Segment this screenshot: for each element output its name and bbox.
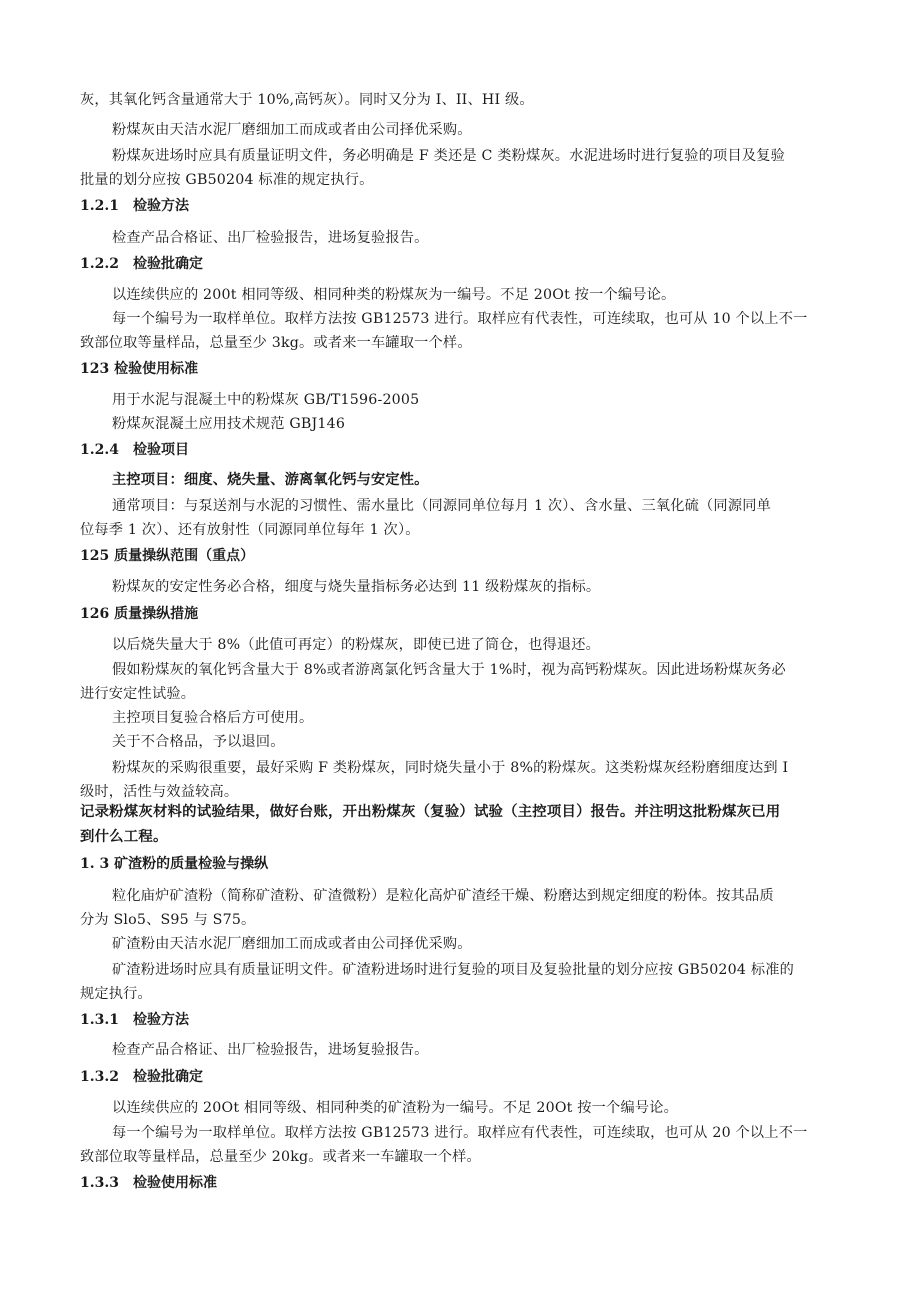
paragraph-slag-def-a: 粒化庙炉矿渣粉（简称矿渣粉、矿渣微粉）是粒化高炉矿渣经干燥、粉磨达到规定细度的粉体。按其品质 [112, 888, 774, 904]
paragraph-slag-sampling-a: 每一个编号为一取样单位。取样方法按 GB12573 进行。取样应有代表性，可连续取，也可从 20 个以上不一 [112, 1125, 808, 1141]
paragraph-control-range: 粉煤灰的安定性务必合格，细度与烧失量指标务必达到 11 级粉煤灰的指标。 [112, 579, 601, 595]
paragraph-slag-sampling-b: 致部位取等量样品，总量至少 20kg。或者来一车罐取一个样。 [80, 1149, 481, 1165]
paragraph-measure-2b: 进行安定性试验。 [80, 686, 196, 702]
heading-1-3-1: 1.3.1 检验方法 [80, 1012, 189, 1028]
heading-1-2-6: 126 质量操纵措施 [80, 606, 199, 622]
paragraph-sampling-b: 致部位取等量样品，总量至少 3kg。或者来一车罐取一个样。 [80, 335, 472, 351]
paragraph-inspection-method: 检查产品合格证、出厂检验报告，进场复验报告。 [112, 230, 429, 246]
paragraph-fly-ash-entry-b: 批量的划分应按 GB50204 标准的规定执行。 [80, 172, 374, 188]
paragraph-batch-supply: 以连续供应的 200t 相同等级、相同种类的粉煤灰为一编号。不足 20Ot 按一个编号论。 [112, 287, 676, 303]
heading-1-2-2: 1.2.2 检验批确定 [80, 256, 203, 272]
paragraph-measure-1: 以后烧失量大于 8%（此值可再定）的粉煤灰，即使已进了筒仓，也得退还。 [112, 637, 601, 653]
paragraph-slag-source: 矿渣粉由天洁水泥厂磨细加工而成或者由公司择优采购。 [112, 936, 472, 952]
heading-1-3: 1. 3 矿渣粉的质量检验与操纵 [80, 856, 269, 872]
paragraph-measure-5b: 级时，活性与效益较高。 [80, 784, 239, 800]
paragraph-standard-1: 用于水泥与混凝土中的粉煤灰 GB/T1596-2005 [112, 392, 420, 408]
heading-1-2-5: 125 质量操纵范围（重点） [80, 548, 255, 564]
paragraph-fly-ash-class: 灰，其氧化钙含量通常大于 10%,高钙灰）。同时又分为 I、II、HI 级。 [80, 92, 534, 108]
heading-1-2-4: 1.2.4 检验项目 [80, 442, 189, 458]
heading-1-2-1: 1.2.1 检验方法 [80, 198, 189, 214]
paragraph-general-items-b: 位每季 1 次）、还有放射性（同源同单位每年 1 次）。 [80, 522, 420, 538]
paragraph-main-items: 主控项目：细度、烧失量、游离氧化钙与安定性。 [112, 472, 429, 488]
paragraph-general-items-a: 通常项目：与泵送剂与水泥的习惯性、需水量比（同源同单位每月 1 次）、含水量、三氧化硫（同源同单 [112, 498, 771, 514]
paragraph-fly-ash-entry-a: 粉煤灰进场时应具有质量证明文件，务必明确是 F 类还是 C 类粉煤灰。水泥进场时进行复验的项目及复验 [112, 148, 785, 164]
paragraph-sampling-a: 每一个编号为一取样单位。取样方法按 GB12573 进行。取样应有代表性，可连续取，也可从 10 个以上不一 [112, 311, 808, 327]
heading-1-3-2: 1.3.2 检验批确定 [80, 1069, 203, 1085]
paragraph-fly-ash-source: 粉煤灰由天洁水泥厂磨细加工而成或者由公司择优采购。 [112, 122, 472, 138]
paragraph-slag-inspection-method: 检查产品合格证、出厂检验报告，进场复验报告。 [112, 1042, 429, 1058]
paragraph-measure-4: 关于不合格品，予以退回。 [112, 734, 285, 750]
paragraph-slag-batch-supply: 以连续供应的 20Ot 相同等级、相同种类的矿渣粉为一编号。不足 20Ot 按一个编号论。 [112, 1100, 679, 1116]
paragraph-measure-2a: 假如粉煤灰的氧化钙含量大于 8%或者游离氯化钙含量大于 1%时，视为高钙粉煤灰。因此进场粉煤灰务必 [112, 662, 786, 678]
paragraph-record-a: 记录粉煤灰材料的试验结果，做好台账，开出粉煤灰（复验）试验（主控项目）报告。并注明这批粉煤灰已用 [80, 804, 781, 820]
paragraph-slag-def-b: 分为 Slo5、S95 与 S75。 [80, 912, 256, 928]
paragraph-standard-2: 粉煤灰混凝土应用技术规范 GBJ146 [112, 416, 346, 432]
paragraph-slag-entry-b: 规定执行。 [80, 986, 152, 1002]
paragraph-slag-entry-a: 矿渣粉进场时应具有质量证明文件。矿渣粉进场时进行复验的项目及复验批量的划分应按 GB50204 标准的 [112, 962, 794, 978]
paragraph-measure-5a: 粉煤灰的采购很重要，最好采购 F 类粉煤灰，同时烧失量小于 8%的粉煤灰。这类粉煤灰经粉磨细度达到 I [112, 760, 789, 776]
heading-1-3-3: 1.3.3 检验使用标准 [80, 1175, 217, 1191]
heading-1-2-3: 123 检验使用标准 [80, 361, 199, 377]
paragraph-record-b: 到什么工程。 [80, 829, 168, 845]
paragraph-measure-3: 主控项目复验合格后方可使用。 [112, 710, 314, 726]
